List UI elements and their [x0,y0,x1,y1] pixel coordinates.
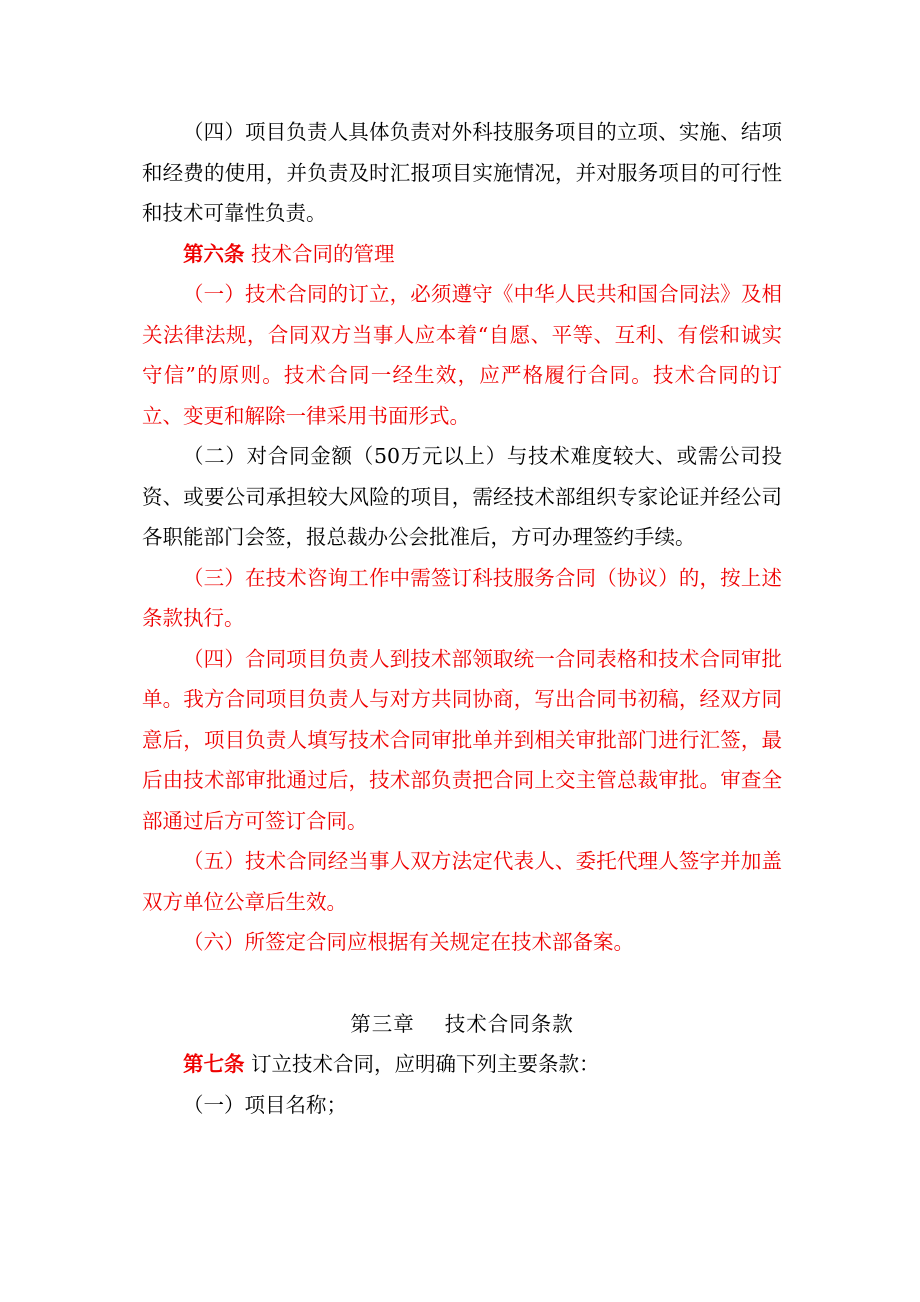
paragraph-contract-effect: （五）技术合同经当事人双方法定代表人、委托代理人签字并加盖双方单位公章后生效。 [142,849,782,914]
article-6-title: 技术合同的管理 [244,241,395,266]
chapter-heading: 第三章 技术合同条款 [350,1011,574,1036]
article-6-heading [142,234,782,275]
paragraph-consulting-contracts: （三）在技术咨询工作中需签订科技服务合同（协议）的，按上述条款执行。 [142,565,782,630]
article-7-number: 第七条 [183,1052,245,1076]
article-7-heading [142,1044,782,1085]
list-item-project-name: （一）项目名称； [183,1092,347,1117]
paragraph-contract-filing: （六）所签定合同应根据有关规定在技术部备案。 [183,930,634,954]
document-body [142,112,782,1125]
article-6-number: 第六条 [183,241,245,266]
paragraph-large-contract-review: （二）对合同金额（50万元以上）与技术难度较大、或需公司投资、或要公司承担较大风险的项目，需经技术部组织专家论证并经公司各职能部门会签，报总裁办公会批准后，方可办理签约手续。 [142,444,782,549]
paragraph-project-leader-duties: （四）项目负责人具体负责对外科技服务项目的立项、实施、结项和经费的使用，并负责及时汇报项目实施情况，并对服务项目的可行性和技术可靠性负责。 [142,120,782,225]
article-7-text: 订立技术合同，应明确下列主要条款： [244,1052,600,1076]
paragraph-contract-formation: （一）技术合同的订立，必须遵守《中华人民共和国合同法》及相关法律法规，合同双方当事人应本着“自愿、平等、互利、有偿和诚实守信”的原则。技术合同一经生效，应严格履行合同。技术合同的订立、变更和解除一律采用书面形式。 [142,282,782,428]
paragraph-approval-process: （四）合同项目负责人到技术部领取统一合同表格和技术合同审批单。我方合同项目负责人与对方共同协商，写出合同书初稿，经双方同意后，项目负责人填写技术合同审批单并到相关审批部门进行汇签，最后由技术部审批通过后，技术部负责把合同上交主管总裁审批。审查全部通过后方可签订合同。 [142,646,782,833]
